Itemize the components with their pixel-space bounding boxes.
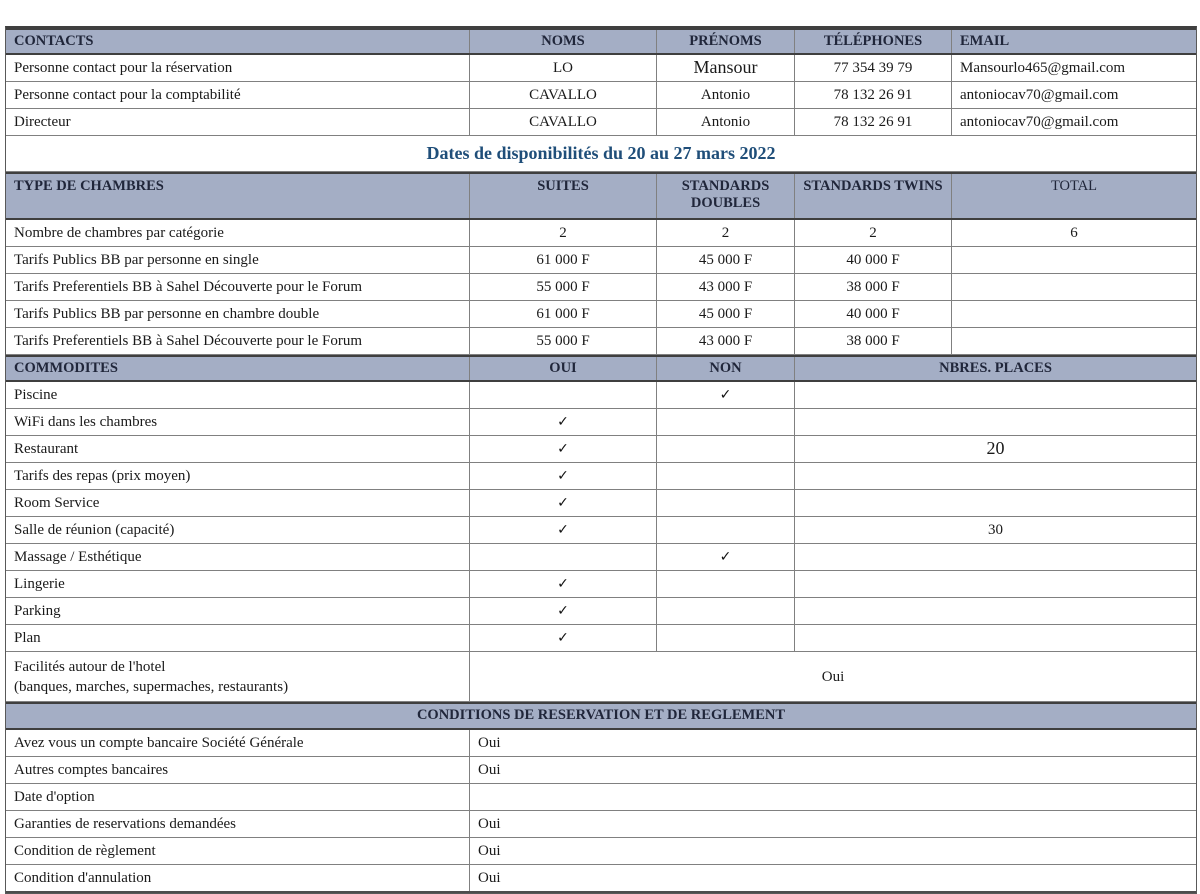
conditions-header: CONDITIONS DE RESERVATION ET DE REGLEMENT bbox=[416, 707, 786, 724]
suites-value: 55 000 F bbox=[470, 274, 657, 300]
availability-title-row bbox=[6, 136, 1196, 172]
oui-checkmark: ✓ bbox=[470, 463, 657, 489]
doubles-value: 2 bbox=[657, 220, 795, 246]
suites-header: SUITES bbox=[470, 174, 657, 218]
non-checkmark bbox=[657, 463, 795, 489]
amenities-header-row bbox=[6, 355, 1196, 382]
contact-label: Directeur bbox=[6, 109, 470, 135]
condition-value: Oui bbox=[478, 816, 501, 832]
amenity-row-massage bbox=[6, 544, 1196, 571]
condition-row-garanties bbox=[6, 811, 1196, 838]
condition-label: Condition de règlement bbox=[6, 838, 470, 864]
doubles-value: 45 000 F bbox=[657, 301, 795, 327]
amenity-row-facilites bbox=[6, 652, 1196, 702]
non-header: NON bbox=[657, 357, 795, 380]
room-label: Tarifs Preferentiels BB à Sahel Découverte pour le Forum bbox=[6, 328, 470, 354]
room-row-tarif-preferentiel-2 bbox=[6, 328, 1196, 355]
room-row-tarif-public-double bbox=[6, 301, 1196, 328]
condition-value bbox=[470, 784, 1196, 810]
total-value bbox=[952, 301, 1196, 327]
non-checkmark: ✓ bbox=[657, 544, 795, 570]
facilities-label bbox=[6, 652, 470, 701]
amenity-label: Piscine bbox=[6, 382, 470, 408]
contact-label: Personne contact pour la réservation bbox=[6, 55, 470, 81]
amenity-row-wifi bbox=[6, 409, 1196, 436]
suites-value: 61 000 F bbox=[470, 247, 657, 273]
prenoms-header: PRÉNOMS bbox=[657, 30, 795, 53]
non-checkmark bbox=[657, 409, 795, 435]
facilities-label-line2: (banques, marches, supermaches, restaurants) bbox=[14, 678, 289, 695]
places-value: 30 bbox=[988, 522, 1003, 538]
non-checkmark bbox=[657, 598, 795, 624]
doubles-value: 45 000 F bbox=[657, 247, 795, 273]
non-checkmark bbox=[657, 571, 795, 597]
suites-value: 61 000 F bbox=[470, 301, 657, 327]
contact-telephone: 78 132 26 91 bbox=[795, 82, 952, 108]
places-value: 20 bbox=[986, 438, 1005, 459]
condition-row-date-option bbox=[6, 784, 1196, 811]
twins-value: 40 000 F bbox=[795, 301, 952, 327]
amenity-row-piscine bbox=[6, 382, 1196, 409]
amenity-label: Plan bbox=[6, 625, 470, 651]
non-checkmark: ✓ bbox=[657, 382, 795, 408]
places-value bbox=[795, 490, 1196, 516]
non-checkmark bbox=[657, 625, 795, 651]
amenity-label: WiFi dans les chambres bbox=[6, 409, 470, 435]
places-value bbox=[795, 598, 1196, 624]
places-value bbox=[795, 463, 1196, 489]
contact-row-reservation bbox=[6, 55, 1196, 82]
standards-twins-header: STANDARDS TWINS bbox=[795, 174, 952, 218]
room-label: Tarifs Preferentiels BB à Sahel Découverte pour le Forum bbox=[6, 274, 470, 300]
places-value bbox=[795, 571, 1196, 597]
amenity-row-salle-reunion bbox=[6, 517, 1196, 544]
telephones-header: TÉLÉPHONES bbox=[795, 30, 952, 53]
contact-telephone: 77 354 39 79 bbox=[795, 55, 952, 81]
oui-checkmark bbox=[470, 544, 657, 570]
oui-checkmark bbox=[470, 382, 657, 408]
room-label: Tarifs Publics BB par personne en chambre double bbox=[6, 301, 470, 327]
nbres-places-header: NBRES. PLACES bbox=[939, 359, 1052, 376]
amenity-row-tarifs-repas bbox=[6, 463, 1196, 490]
oui-checkmark: ✓ bbox=[470, 625, 657, 651]
contacts-header: CONTACTS bbox=[6, 30, 470, 53]
room-row-tarif-public-single bbox=[6, 247, 1196, 274]
total-header: TOTAL bbox=[1050, 178, 1098, 194]
commodites-header: COMMODITES bbox=[6, 357, 470, 380]
contact-email: Mansourlo465@gmail.com bbox=[960, 60, 1126, 76]
total-value bbox=[952, 328, 1196, 354]
condition-label: Garanties de reservations demandées bbox=[6, 811, 470, 837]
room-types-header-row bbox=[6, 172, 1196, 220]
suites-value: 55 000 F bbox=[470, 328, 657, 354]
standards-doubles-header: STANDARDS DOUBLES bbox=[657, 174, 795, 218]
condition-row-reglement bbox=[6, 838, 1196, 865]
availability-title: Dates de disponibilités du 20 au 27 mars 2022 bbox=[426, 142, 776, 163]
room-types-header: TYPE DE CHAMBRES bbox=[6, 174, 470, 218]
total-value bbox=[952, 274, 1196, 300]
condition-value: Oui bbox=[478, 843, 501, 859]
hotel-booking-form-table bbox=[5, 26, 1197, 894]
room-row-count bbox=[6, 220, 1196, 247]
amenity-label: Parking bbox=[6, 598, 470, 624]
oui-checkmark: ✓ bbox=[470, 598, 657, 624]
condition-value: Oui bbox=[478, 735, 501, 751]
facilities-value: Oui bbox=[821, 668, 845, 685]
places-value bbox=[795, 544, 1196, 570]
contact-label: Personne contact pour la comptabilité bbox=[6, 82, 470, 108]
oui-checkmark: ✓ bbox=[470, 571, 657, 597]
condition-row-autres-comptes bbox=[6, 757, 1196, 784]
contact-row-comptabilite bbox=[6, 82, 1196, 109]
room-label: Nombre de chambres par catégorie bbox=[6, 220, 470, 246]
facilities-label-line1: Facilités autour de l'hotel bbox=[14, 658, 166, 675]
twins-value: 38 000 F bbox=[795, 274, 952, 300]
amenity-row-parking bbox=[6, 598, 1196, 625]
oui-checkmark: ✓ bbox=[470, 409, 657, 435]
doubles-value: 43 000 F bbox=[657, 328, 795, 354]
contact-prenom: Mansour bbox=[657, 55, 795, 81]
amenity-row-plan bbox=[6, 625, 1196, 652]
places-value bbox=[795, 382, 1196, 408]
oui-checkmark: ✓ bbox=[470, 436, 657, 462]
contact-row-directeur bbox=[6, 109, 1196, 136]
non-checkmark bbox=[657, 436, 795, 462]
amenity-label: Tarifs des repas (prix moyen) bbox=[6, 463, 470, 489]
twins-value: 2 bbox=[795, 220, 952, 246]
amenity-label: Salle de réunion (capacité) bbox=[6, 517, 470, 543]
contact-prenom: Antonio bbox=[657, 109, 795, 135]
contact-email: antoniocav70@gmail.com bbox=[960, 114, 1119, 130]
contact-email: antoniocav70@gmail.com bbox=[960, 87, 1119, 103]
total-value bbox=[952, 247, 1196, 273]
places-value bbox=[795, 409, 1196, 435]
contact-telephone: 78 132 26 91 bbox=[795, 109, 952, 135]
condition-label: Avez vous un compte bancaire Société Générale bbox=[6, 730, 470, 756]
noms-header: NOMS bbox=[470, 30, 657, 53]
condition-row-compte-sg bbox=[6, 730, 1196, 757]
contact-prenom: Antonio bbox=[657, 82, 795, 108]
amenity-label: Restaurant bbox=[6, 436, 470, 462]
amenity-row-room-service bbox=[6, 490, 1196, 517]
condition-label: Date d'option bbox=[6, 784, 470, 810]
oui-checkmark: ✓ bbox=[470, 490, 657, 516]
email-header: EMAIL bbox=[960, 32, 1010, 49]
contact-nom: CAVALLO bbox=[470, 82, 657, 108]
twins-value: 40 000 F bbox=[795, 247, 952, 273]
amenity-label: Room Service bbox=[6, 490, 470, 516]
room-label: Tarifs Publics BB par personne en single bbox=[6, 247, 470, 273]
condition-value: Oui bbox=[478, 762, 501, 778]
doubles-value: 43 000 F bbox=[657, 274, 795, 300]
oui-header: OUI bbox=[470, 357, 657, 380]
condition-label: Autres comptes bancaires bbox=[6, 757, 470, 783]
twins-value: 38 000 F bbox=[795, 328, 952, 354]
contacts-header-row bbox=[6, 28, 1196, 55]
places-value bbox=[795, 625, 1196, 651]
contact-nom: CAVALLO bbox=[470, 109, 657, 135]
room-row-tarif-preferentiel-1 bbox=[6, 274, 1196, 301]
amenity-label: Lingerie bbox=[6, 571, 470, 597]
total-value: 6 bbox=[1070, 225, 1078, 241]
oui-checkmark: ✓ bbox=[470, 517, 657, 543]
amenity-row-restaurant bbox=[6, 436, 1196, 463]
condition-value: Oui bbox=[478, 870, 501, 886]
suites-value: 2 bbox=[470, 220, 657, 246]
non-checkmark bbox=[657, 490, 795, 516]
amenity-label: Massage / Esthétique bbox=[6, 544, 470, 570]
condition-row-annulation bbox=[6, 865, 1196, 893]
condition-label: Condition d'annulation bbox=[6, 865, 470, 891]
contact-nom: LO bbox=[470, 55, 657, 81]
non-checkmark bbox=[657, 517, 795, 543]
conditions-header-row bbox=[6, 702, 1196, 730]
amenity-row-lingerie bbox=[6, 571, 1196, 598]
